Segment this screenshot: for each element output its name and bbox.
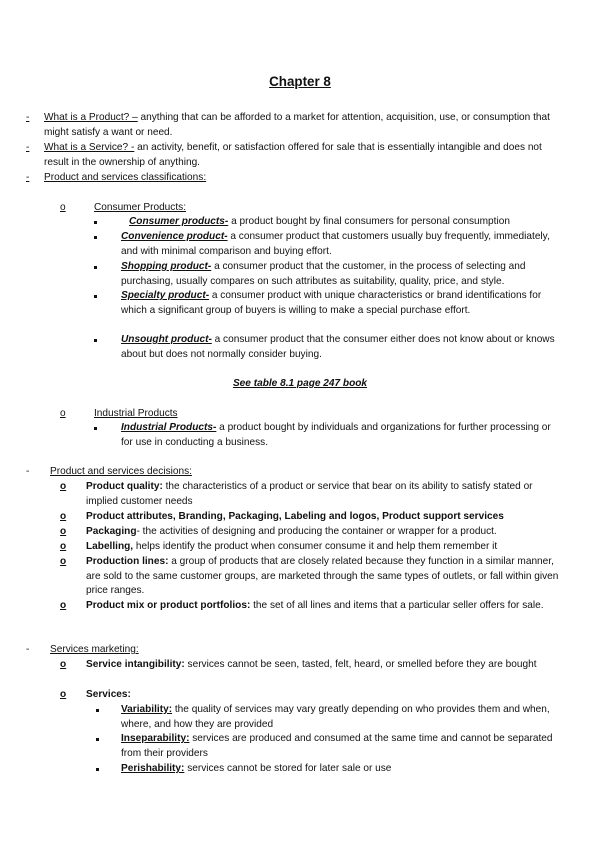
definition-text: an activity, benefit, or satisfaction offered for sale that is essentially intangible and does not result in the ownership of anything. xyxy=(44,142,542,168)
item-term: Consumer products- xyxy=(129,216,229,227)
bullet-icon xyxy=(94,339,97,342)
item-text: a consumer product with unique characteristics or brand identifications for which a significant group of buyers is willing to make a special purchase effort. xyxy=(121,290,542,316)
item-term: Perishability: xyxy=(121,763,185,774)
bullet-icon xyxy=(96,768,99,771)
list-item xyxy=(92,230,562,259)
list-item xyxy=(26,171,566,186)
list-item xyxy=(60,688,565,703)
item-term: Production lines: xyxy=(86,556,169,567)
bullet-icon xyxy=(94,236,97,239)
item-text: a group of products that are closely related because they function in a similar manner, are sold to the same customer groups, are marketed through the same types of outlets, or fall within given price ranges. xyxy=(86,556,559,597)
circle-marker: o xyxy=(60,541,67,552)
circle-marker: o xyxy=(60,511,67,522)
item-term: Industrial Products- xyxy=(121,422,217,433)
bullet-icon xyxy=(96,738,99,741)
section-heading: - Product and services decisions: xyxy=(26,465,192,480)
bullet-icon xyxy=(94,266,97,269)
list-item xyxy=(94,732,564,761)
section-heading: Product and services classifications: xyxy=(44,172,207,183)
item-term: Labelling, xyxy=(86,541,134,552)
circle-marker: o xyxy=(60,202,66,213)
list-item xyxy=(60,658,565,673)
item-text: a consumer product that customers usually buy frequently, immediately, and with minimal comparison and buying effort. xyxy=(121,231,550,257)
item-text: a product bought by individuals and organizations for further processing or for use in conducting a business. xyxy=(121,422,551,448)
list-item xyxy=(60,525,565,540)
item-term: Shopping product- xyxy=(121,261,212,272)
definition-term: What is a Service? - xyxy=(44,142,135,153)
section-heading: o Industrial Products xyxy=(60,407,178,422)
circle-marker: o xyxy=(60,600,67,611)
list-item xyxy=(60,599,565,614)
item-text: services are produced and consumed at the same time and cannot be separated from their providers xyxy=(121,733,553,759)
list-item xyxy=(60,510,570,525)
dash-marker: - xyxy=(26,172,30,183)
item-text: helps identify the product when consumer consume it and help them remember it xyxy=(133,541,498,552)
item-text: the characteristics of a product or service that bear on its ability to satisfy stated or implied customer needs xyxy=(86,481,533,507)
dash-marker: - xyxy=(26,644,30,655)
table-reference-note: See table 8.1 page 247 book xyxy=(232,378,368,389)
item-term: Product mix or product portfolios: xyxy=(86,600,251,611)
item-term: Product attributes, Branding, Packaging, Labeling and logos, Product support services xyxy=(86,511,504,522)
list-item xyxy=(60,480,565,509)
list-item xyxy=(60,540,565,555)
list-item xyxy=(26,111,566,140)
item-text: a consumer product that the customer, in the process of selecting and purchasing, usually compares on such attributes as suitability, quality, price, and style. xyxy=(121,261,526,287)
item-text: services cannot be seen, tasted, felt, heard, or smelled before they are bought xyxy=(184,659,537,670)
bullet-icon xyxy=(96,709,99,712)
circle-marker: o xyxy=(60,408,66,419)
list-item xyxy=(92,421,562,450)
item-text: - the activities of designing and producing the container or wrapper for a product. xyxy=(136,526,497,537)
list-item xyxy=(92,215,562,230)
item-text: a product bought by final consumers for personal consumption xyxy=(228,216,510,227)
list-item xyxy=(92,289,562,318)
item-term: Variability: xyxy=(121,704,173,715)
dash-marker: - xyxy=(26,142,30,153)
section-heading: - Services marketing: xyxy=(26,643,139,658)
circle-marker: o xyxy=(60,481,67,492)
dash-marker: - xyxy=(26,112,30,123)
section-heading: o Consumer Products: xyxy=(60,201,186,216)
circle-marker: o xyxy=(60,526,67,537)
list-item xyxy=(92,333,562,362)
definition-term: What is a Product? – xyxy=(44,112,138,123)
item-term: Unsought product- xyxy=(121,334,212,345)
bullet-icon xyxy=(94,427,97,430)
dash-marker: - xyxy=(26,466,30,477)
list-item xyxy=(60,555,565,599)
bullet-icon xyxy=(94,221,97,224)
item-text: services cannot be stored for later sale or use xyxy=(184,763,392,774)
item-term: Services: xyxy=(86,689,131,700)
list-item xyxy=(94,703,564,732)
list-item xyxy=(94,762,564,777)
item-text: the set of all lines and items that a particular seller offers for sale. xyxy=(250,600,544,611)
circle-marker: o xyxy=(60,689,67,700)
item-term: Convenience product- xyxy=(121,231,228,242)
item-term: Inseparability: xyxy=(121,733,190,744)
circle-marker: o xyxy=(60,659,67,670)
item-term: Specialty product- xyxy=(121,290,210,301)
item-text: a consumer product that the consumer either does not know about or knows about but does not normally consider buying. xyxy=(121,334,555,360)
definition-text: anything that can be afforded to a market for attention, acquisition, use, or consumption that might satisfy a want or need. xyxy=(44,112,550,138)
item-term: Product quality: xyxy=(86,481,163,492)
item-term: Packaging xyxy=(86,526,137,537)
item-text: the quality of services may vary greatly depending on who provides them and when, where, and how they are provided xyxy=(121,704,550,730)
list-item xyxy=(92,260,562,289)
bullet-icon xyxy=(94,295,97,298)
list-item xyxy=(26,141,566,170)
item-term: Service intangibility: xyxy=(86,659,185,670)
circle-marker: o xyxy=(60,556,67,567)
page-title: Chapter 8 xyxy=(269,74,331,89)
